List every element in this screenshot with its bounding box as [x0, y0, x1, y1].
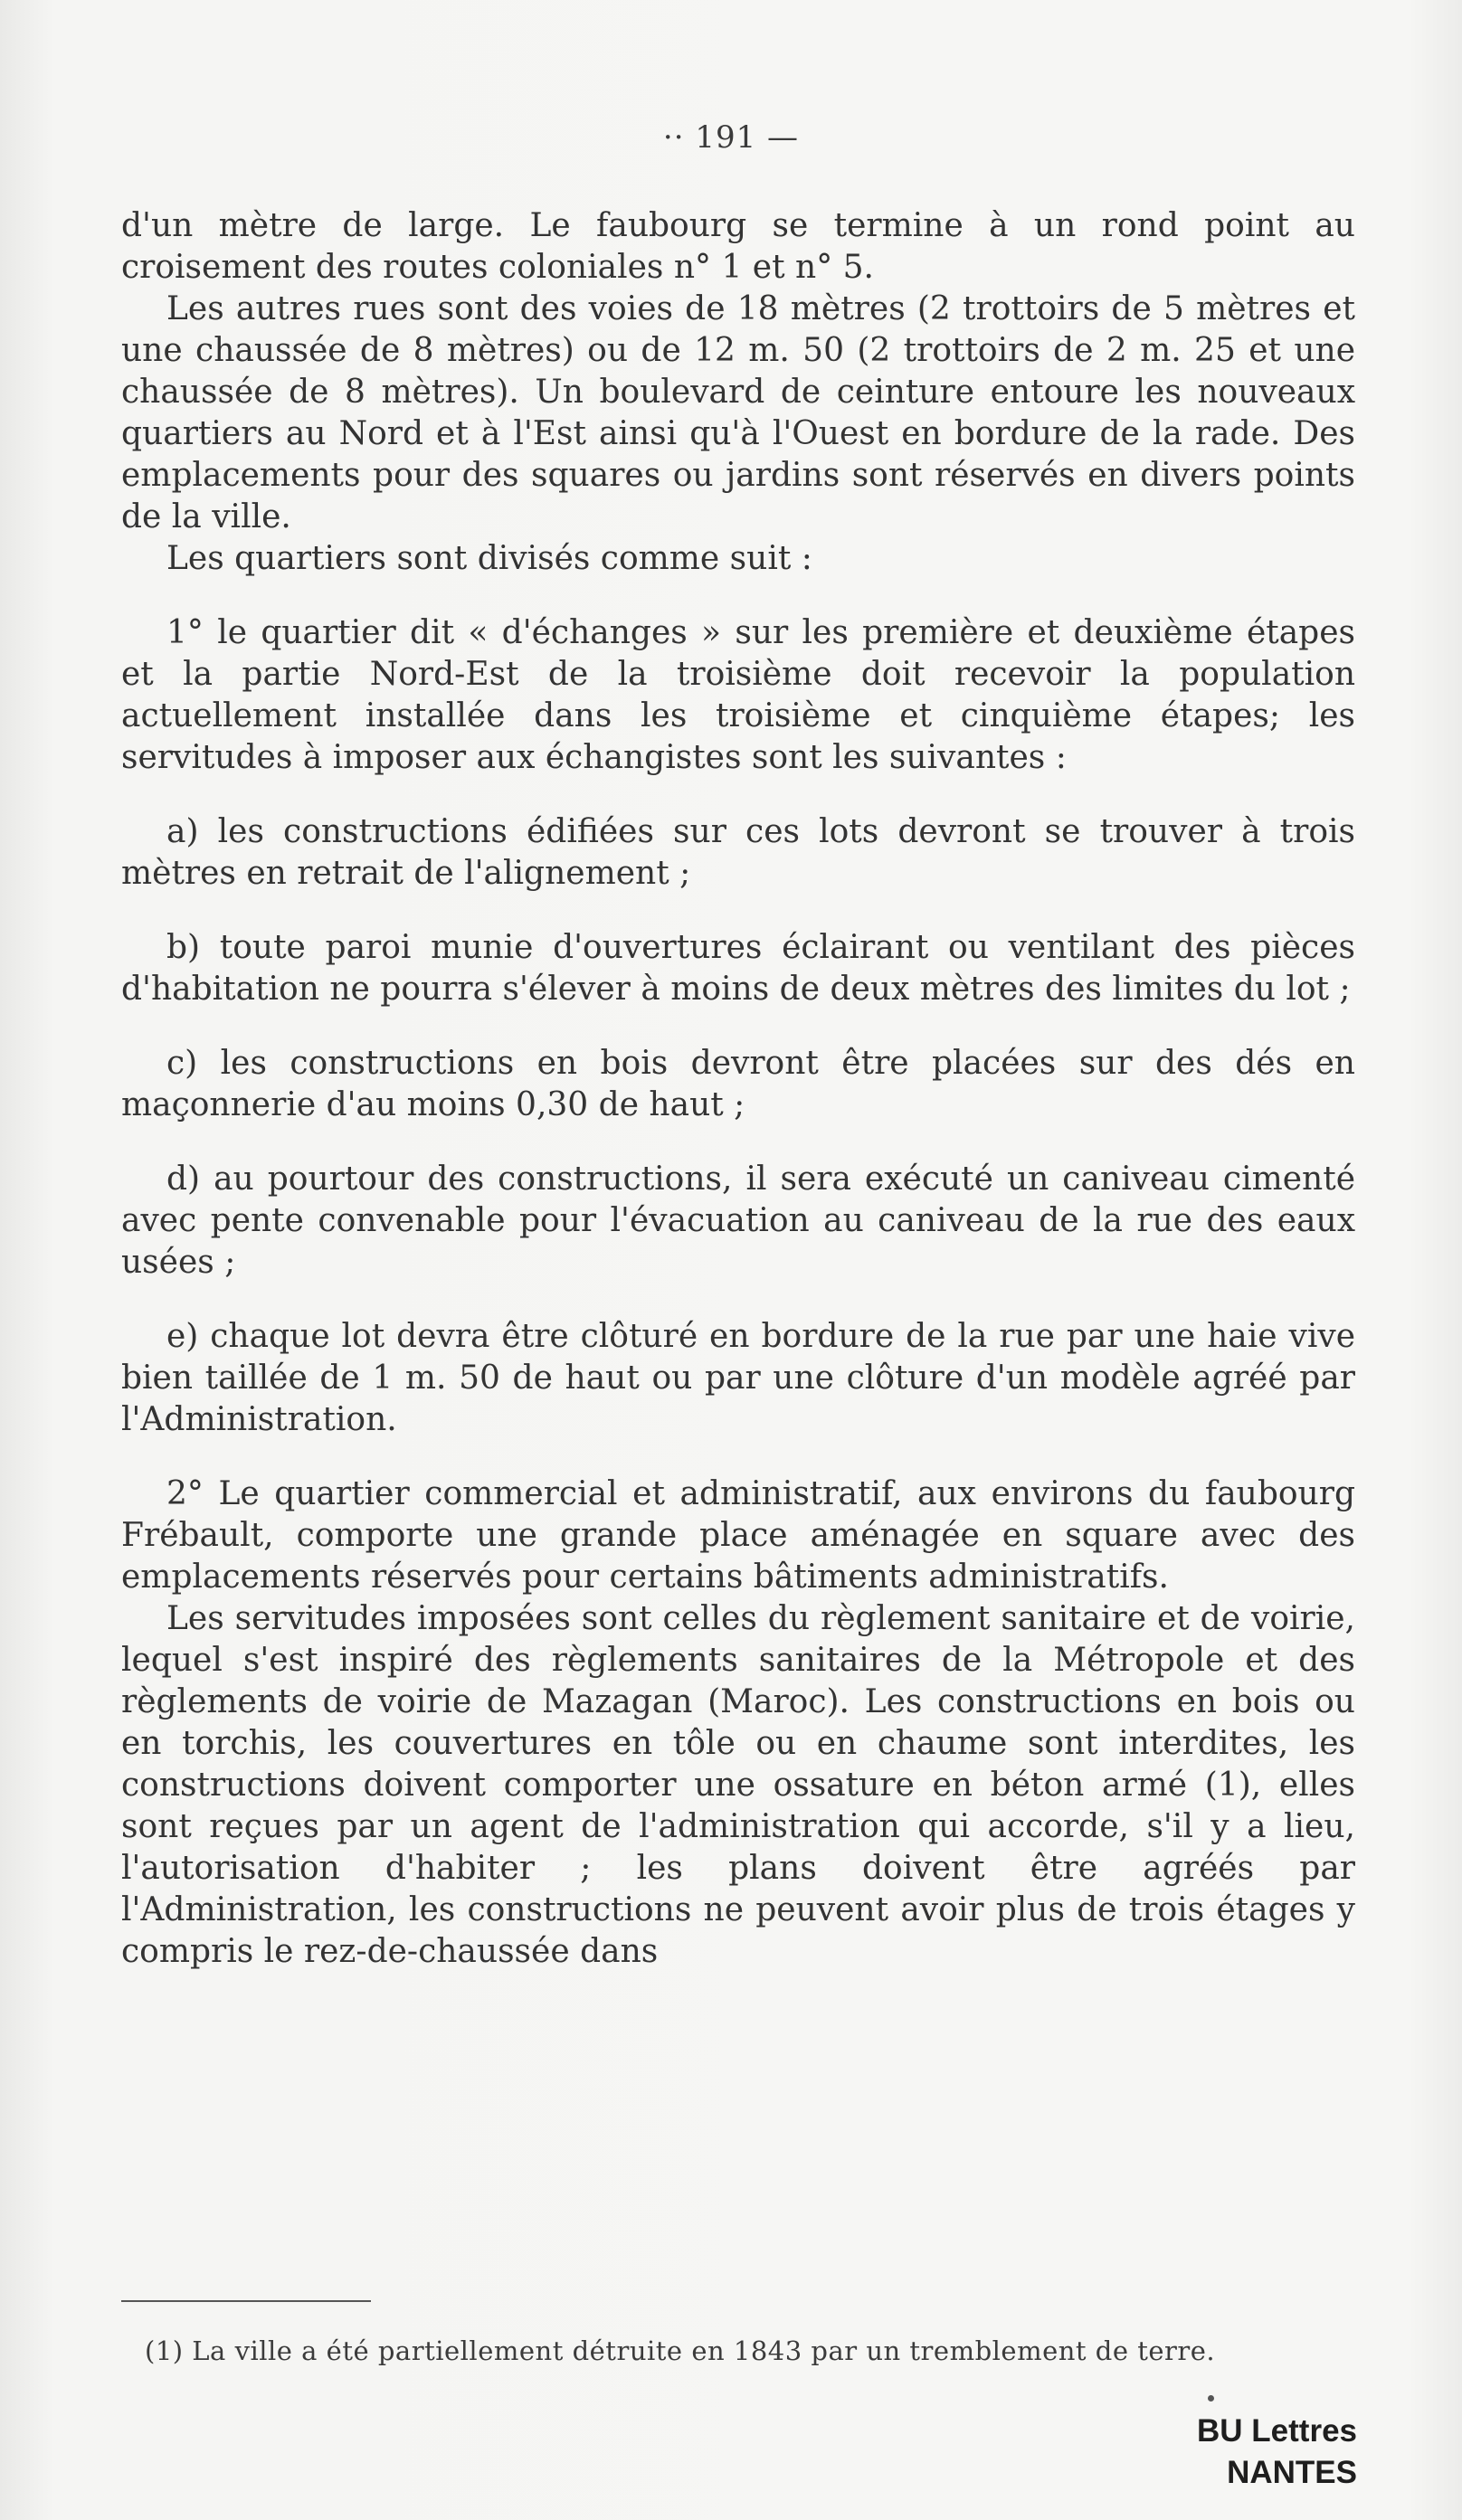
paragraph-continuation: d'un mètre de large. Le faubourg se termine à un rond point au croisement des routes coloniales n° 1 et n° 5. [121, 207, 1355, 286]
paragraph-quarters-intro: Les quartiers sont divisés comme suit : [166, 540, 812, 577]
library-stamp [1104, 2411, 1357, 2494]
body-text [121, 205, 1355, 1973]
servitude-d: d) au pourtour des constructions, il sera exécuté un caniveau cimenté avec pente convenable pour l'évacuation au caniveau de la rue des eaux usées ; [121, 1161, 1355, 1281]
paragraph-commercial-quarter: 2° Le quartier commercial et administratif, aux environs du faubourg Frébault, comporte une grande place aménagée en square avec des emplacements réservés pour certains bâtiments administratifs. [121, 1475, 1355, 1596]
paragraph-streets: Les autres rues sont des voies de 18 mètres (2 trottoirs de 5 mètres et une chaussée de 8 mètres) ou de 12 m. 50 (2 trottoirs de 2 m. 25 et une chaussée de 8 mètres). Un boulevard de ceinture entoure les nouveaux quartiers au Nord et à l'Est ainsi qu'à l'Ouest en bordure de la rade. Des emplacements pour des squares ou jardins sont réservés en divers points de la ville. [121, 290, 1355, 535]
servitude-b: b) toute paroi munie d'ouvertures éclairant ou ventilant des pièces d'habitation ne pourra s'élever à moins de deux mètres des limites du lot ; [121, 929, 1355, 1008]
stamp-line-1: BU Lettres [1197, 2413, 1357, 2449]
servitude-c: c) les constructions en bois devront être placées sur des dés en maçonnerie d'au moins 0,30 de haut ; [121, 1045, 1355, 1123]
paragraph-servitudes-imposed: Les servitudes imposées sont celles du règlement sanitaire et de voirie, lequel s'est inspiré des règlements sanitaires de la Métropole et des règlements de voirie de Mazagan (Maroc). Les constructions en bois ou en torchis, les couvertures en tôle ou en chaume sont interdites, les constructions doivent comporter une ossature en béton armé (1), elles sont reçues par un agent de l'administration qui accorde, s'il y a lieu, l'autorisation d'habiter ; les plans doivent être agréés par l'Administration, les constructions ne peuvent avoir plus de trois étages y compris le rez-de-chaussée dans [121, 1600, 1355, 1970]
speck-mark [1208, 2395, 1214, 2402]
footnote-divider [121, 2300, 371, 2302]
page-number: ·· 191 — [662, 119, 800, 156]
servitude-e: e) chaque lot devra être clôturé en bordure de la rue par une haie vive bien taillée de 1 m. 50 de haut ou par une clôture d'un modèle agréé par l'Administration. [121, 1318, 1355, 1438]
footnote: (1) La ville a été partiellement détruite en 1843 par un tremblement de terre. [145, 2335, 1216, 2366]
stamp-line-2: NANTES [1227, 2455, 1357, 2490]
paragraph-exchange-quarter: 1° le quartier dit « d'échanges » sur les première et deuxième étapes et la partie Nord-Est de la troisième doit recevoir la population actuellement installée dans les troisième et cinquième étapes; les servitudes à imposer aux échangistes sont les suivantes : [121, 614, 1355, 776]
servitude-a: a) les constructions édifiées sur ces lots devront se trouver à trois mètres en retrait de l'alignement ; [121, 813, 1355, 892]
